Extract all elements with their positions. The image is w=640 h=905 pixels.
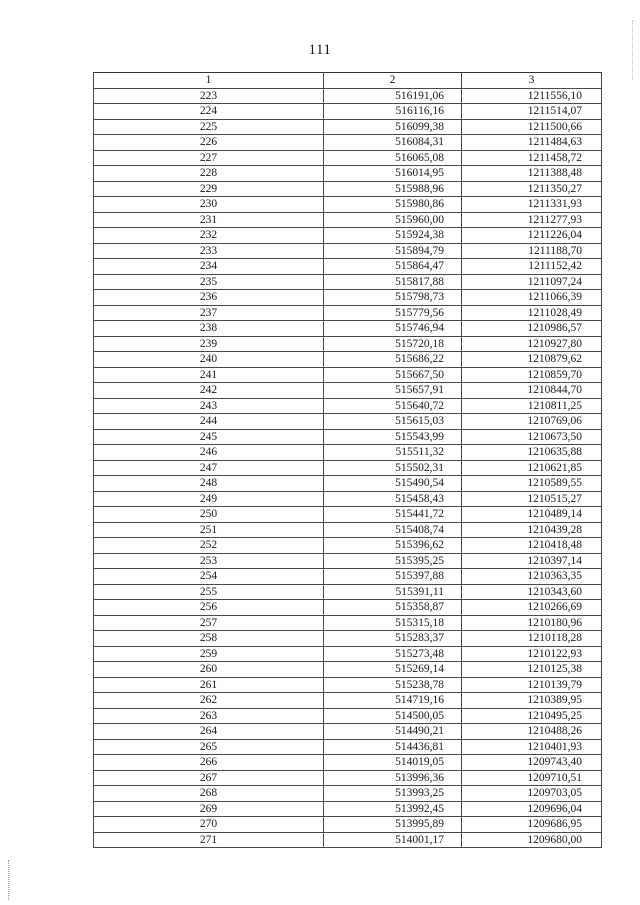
cell-x-coordinate: 515667,50 (324, 367, 462, 383)
cell-x-coordinate: 515490,54 (324, 476, 462, 492)
cell-point-number: 253 (94, 553, 324, 569)
cell-y-coordinate: 1210266,69 (462, 600, 602, 616)
cell-point-number: 263 (94, 708, 324, 724)
table-row (94, 305, 602, 321)
cell-point-number: 241 (94, 367, 324, 383)
cell-x-coordinate: 515395,25 (324, 553, 462, 569)
cell-y-coordinate: 1210118,28 (462, 631, 602, 647)
cell-x-coordinate: 515391,11 (324, 584, 462, 600)
cell-y-coordinate: 1210343,60 (462, 584, 602, 600)
table-row (94, 631, 602, 647)
cell-y-coordinate: 1210122,93 (462, 646, 602, 662)
table-row (94, 398, 602, 414)
cell-x-coordinate: 515358,87 (324, 600, 462, 616)
cell-point-number: 230 (94, 197, 324, 213)
table-row (94, 352, 602, 368)
cell-x-coordinate: 516099,38 (324, 119, 462, 135)
cell-point-number: 237 (94, 305, 324, 321)
table-row (94, 538, 602, 554)
cell-point-number: 269 (94, 801, 324, 817)
cell-point-number: 254 (94, 569, 324, 585)
cell-point-number: 265 (94, 739, 324, 755)
table-row (94, 321, 602, 337)
table-row (94, 135, 602, 151)
cell-x-coordinate: 515458,43 (324, 491, 462, 507)
table-row (94, 677, 602, 693)
cell-y-coordinate: 1211500,66 (462, 119, 602, 135)
table-row (94, 615, 602, 631)
cell-y-coordinate: 1211066,39 (462, 290, 602, 306)
cell-x-coordinate: 516084,31 (324, 135, 462, 151)
cell-y-coordinate: 1210515,27 (462, 491, 602, 507)
cell-point-number: 268 (94, 786, 324, 802)
cell-x-coordinate: 515615,03 (324, 414, 462, 430)
cell-x-coordinate: 515269,14 (324, 662, 462, 678)
table-row (94, 367, 602, 383)
cell-x-coordinate: 515980,86 (324, 197, 462, 213)
coordinates-table (93, 72, 602, 848)
cell-x-coordinate: 515657,91 (324, 383, 462, 399)
cell-point-number: 257 (94, 615, 324, 631)
cell-y-coordinate: 1211388,48 (462, 166, 602, 182)
page-number: 111 (308, 42, 332, 58)
cell-y-coordinate: 1210439,28 (462, 522, 602, 538)
cell-x-coordinate: 515864,47 (324, 259, 462, 275)
cell-y-coordinate: 1210927,80 (462, 336, 602, 352)
cell-y-coordinate: 1210811,25 (462, 398, 602, 414)
cell-x-coordinate: 515960,00 (324, 212, 462, 228)
cell-point-number: 223 (94, 88, 324, 104)
table-row (94, 553, 602, 569)
cell-point-number: 233 (94, 243, 324, 259)
cell-x-coordinate: 516116,16 (324, 104, 462, 120)
cell-y-coordinate: 1210401,93 (462, 739, 602, 755)
cell-x-coordinate: 515273,48 (324, 646, 462, 662)
cell-y-coordinate: 1210769,06 (462, 414, 602, 430)
table-row (94, 119, 602, 135)
cell-x-coordinate: 515686,22 (324, 352, 462, 368)
table-row (94, 832, 602, 848)
cell-x-coordinate: 516014,95 (324, 166, 462, 182)
cell-point-number: 267 (94, 770, 324, 786)
cell-y-coordinate: 1210389,95 (462, 693, 602, 709)
cell-point-number: 235 (94, 274, 324, 290)
cell-point-number: 224 (94, 104, 324, 120)
cell-y-coordinate: 1211188,70 (462, 243, 602, 259)
cell-x-coordinate: 515502,31 (324, 460, 462, 476)
cell-x-coordinate: 513993,25 (324, 786, 462, 802)
cell-y-coordinate: 1210495,25 (462, 708, 602, 724)
cell-point-number: 226 (94, 135, 324, 151)
cell-y-coordinate: 1211484,63 (462, 135, 602, 151)
cell-x-coordinate: 515397,88 (324, 569, 462, 585)
cell-y-coordinate: 1210180,96 (462, 615, 602, 631)
cell-point-number: 225 (94, 119, 324, 135)
table-row (94, 507, 602, 523)
table-row (94, 708, 602, 724)
cell-x-coordinate: 514490,21 (324, 724, 462, 740)
table-row (94, 662, 602, 678)
table-row (94, 569, 602, 585)
table-row (94, 600, 602, 616)
table-row (94, 770, 602, 786)
cell-x-coordinate: 515283,37 (324, 631, 462, 647)
table-row (94, 584, 602, 600)
cell-point-number: 251 (94, 522, 324, 538)
table-row (94, 429, 602, 445)
cell-point-number: 240 (94, 352, 324, 368)
cell-point-number: 245 (94, 429, 324, 445)
cell-point-number: 228 (94, 166, 324, 182)
cell-y-coordinate: 1210488,26 (462, 724, 602, 740)
cell-point-number: 259 (94, 646, 324, 662)
cell-y-coordinate: 1211277,93 (462, 212, 602, 228)
cell-x-coordinate: 515894,79 (324, 243, 462, 259)
cell-x-coordinate: 513996,36 (324, 770, 462, 786)
cell-y-coordinate: 1210621,85 (462, 460, 602, 476)
table-row (94, 336, 602, 352)
table-row (94, 181, 602, 197)
cell-y-coordinate: 1210139,79 (462, 677, 602, 693)
cell-x-coordinate: 516191,06 (324, 88, 462, 104)
cell-point-number: 262 (94, 693, 324, 709)
column-header-point-number: 1 (94, 73, 324, 89)
table-row (94, 383, 602, 399)
table-row (94, 801, 602, 817)
cell-y-coordinate: 1209710,51 (462, 770, 602, 786)
cell-y-coordinate: 1210673,50 (462, 429, 602, 445)
cell-point-number: 248 (94, 476, 324, 492)
cell-point-number: 246 (94, 445, 324, 461)
table-body (94, 88, 602, 848)
table-row (94, 150, 602, 166)
cell-point-number: 270 (94, 817, 324, 833)
cell-point-number: 244 (94, 414, 324, 430)
cell-y-coordinate: 1210489,14 (462, 507, 602, 523)
table-row (94, 491, 602, 507)
table-row (94, 522, 602, 538)
table-row (94, 724, 602, 740)
cell-y-coordinate: 1210125,38 (462, 662, 602, 678)
cell-point-number: 232 (94, 228, 324, 244)
table-row (94, 88, 602, 104)
cell-point-number: 231 (94, 212, 324, 228)
cell-point-number: 247 (94, 460, 324, 476)
cell-point-number: 255 (94, 584, 324, 600)
table-row (94, 817, 602, 833)
table-row (94, 755, 602, 771)
cell-y-coordinate: 1211514,07 (462, 104, 602, 120)
table-row (94, 104, 602, 120)
cell-point-number: 258 (94, 631, 324, 647)
cell-y-coordinate: 1209696,04 (462, 801, 602, 817)
cell-point-number: 256 (94, 600, 324, 616)
cell-y-coordinate: 1209743,40 (462, 755, 602, 771)
table-row (94, 476, 602, 492)
cell-x-coordinate: 514719,16 (324, 693, 462, 709)
cell-y-coordinate: 1211028,49 (462, 305, 602, 321)
cell-y-coordinate: 1209703,05 (462, 786, 602, 802)
cell-point-number: 229 (94, 181, 324, 197)
cell-x-coordinate: 515924,38 (324, 228, 462, 244)
cell-x-coordinate: 515817,88 (324, 274, 462, 290)
cell-point-number: 236 (94, 290, 324, 306)
cell-y-coordinate: 1210635,88 (462, 445, 602, 461)
cell-x-coordinate: 516065,08 (324, 150, 462, 166)
cell-point-number: 238 (94, 321, 324, 337)
column-header-x: 2 (324, 73, 462, 89)
table-row (94, 646, 602, 662)
cell-y-coordinate: 1210986,57 (462, 321, 602, 337)
cell-y-coordinate: 1209686,95 (462, 817, 602, 833)
cell-x-coordinate: 515798,73 (324, 290, 462, 306)
cell-y-coordinate: 1211458,72 (462, 150, 602, 166)
table-row (94, 259, 602, 275)
cell-point-number: 250 (94, 507, 324, 523)
cell-x-coordinate: 515640,72 (324, 398, 462, 414)
cell-x-coordinate: 515408,74 (324, 522, 462, 538)
cell-point-number: 260 (94, 662, 324, 678)
cell-point-number: 252 (94, 538, 324, 554)
cell-x-coordinate: 515779,56 (324, 305, 462, 321)
cell-x-coordinate: 515315,18 (324, 615, 462, 631)
cell-y-coordinate: 1211226,04 (462, 228, 602, 244)
table-row (94, 739, 602, 755)
cell-point-number: 271 (94, 832, 324, 848)
table-row (94, 166, 602, 182)
cell-point-number: 239 (94, 336, 324, 352)
table-row (94, 786, 602, 802)
cell-point-number: 266 (94, 755, 324, 771)
cell-y-coordinate: 1211350,27 (462, 181, 602, 197)
cell-point-number: 227 (94, 150, 324, 166)
table-row (94, 693, 602, 709)
cell-y-coordinate: 1211331,93 (462, 197, 602, 213)
cell-x-coordinate: 514500,05 (324, 708, 462, 724)
cell-y-coordinate: 1210589,55 (462, 476, 602, 492)
column-header-y: 3 (462, 73, 602, 89)
table-row (94, 228, 602, 244)
cell-y-coordinate: 1210397,14 (462, 553, 602, 569)
cell-y-coordinate: 1211152,42 (462, 259, 602, 275)
cell-x-coordinate: 515746,94 (324, 321, 462, 337)
table-row (94, 414, 602, 430)
cell-point-number: 234 (94, 259, 324, 275)
cell-y-coordinate: 1210859,70 (462, 367, 602, 383)
table-row (94, 460, 602, 476)
scan-edge-mark (8, 860, 10, 900)
cell-x-coordinate: 515988,96 (324, 181, 462, 197)
cell-y-coordinate: 1209680,00 (462, 832, 602, 848)
cell-y-coordinate: 1210363,35 (462, 569, 602, 585)
cell-x-coordinate: 515720,18 (324, 336, 462, 352)
cell-point-number: 264 (94, 724, 324, 740)
scan-edge-mark-right (632, 20, 634, 80)
cell-x-coordinate: 515238,78 (324, 677, 462, 693)
table-row (94, 212, 602, 228)
table-row (94, 445, 602, 461)
table-row (94, 243, 602, 259)
cell-y-coordinate: 1211097,24 (462, 274, 602, 290)
table-row (94, 290, 602, 306)
cell-point-number: 242 (94, 383, 324, 399)
cell-x-coordinate: 515543,99 (324, 429, 462, 445)
cell-y-coordinate: 1210418,48 (462, 538, 602, 554)
cell-point-number: 261 (94, 677, 324, 693)
table-row (94, 274, 602, 290)
cell-x-coordinate: 514436,81 (324, 739, 462, 755)
cell-x-coordinate: 514001,17 (324, 832, 462, 848)
cell-x-coordinate: 515396,62 (324, 538, 462, 554)
cell-y-coordinate: 1210844,70 (462, 383, 602, 399)
cell-x-coordinate: 514019,05 (324, 755, 462, 771)
cell-x-coordinate: 515441,72 (324, 507, 462, 523)
cell-point-number: 243 (94, 398, 324, 414)
cell-x-coordinate: 513992,45 (324, 801, 462, 817)
cell-y-coordinate: 1211556,10 (462, 88, 602, 104)
cell-point-number: 249 (94, 491, 324, 507)
table-row (94, 197, 602, 213)
table-header-row (94, 73, 602, 89)
cell-x-coordinate: 513995,89 (324, 817, 462, 833)
cell-y-coordinate: 1210879,62 (462, 352, 602, 368)
cell-x-coordinate: 515511,32 (324, 445, 462, 461)
